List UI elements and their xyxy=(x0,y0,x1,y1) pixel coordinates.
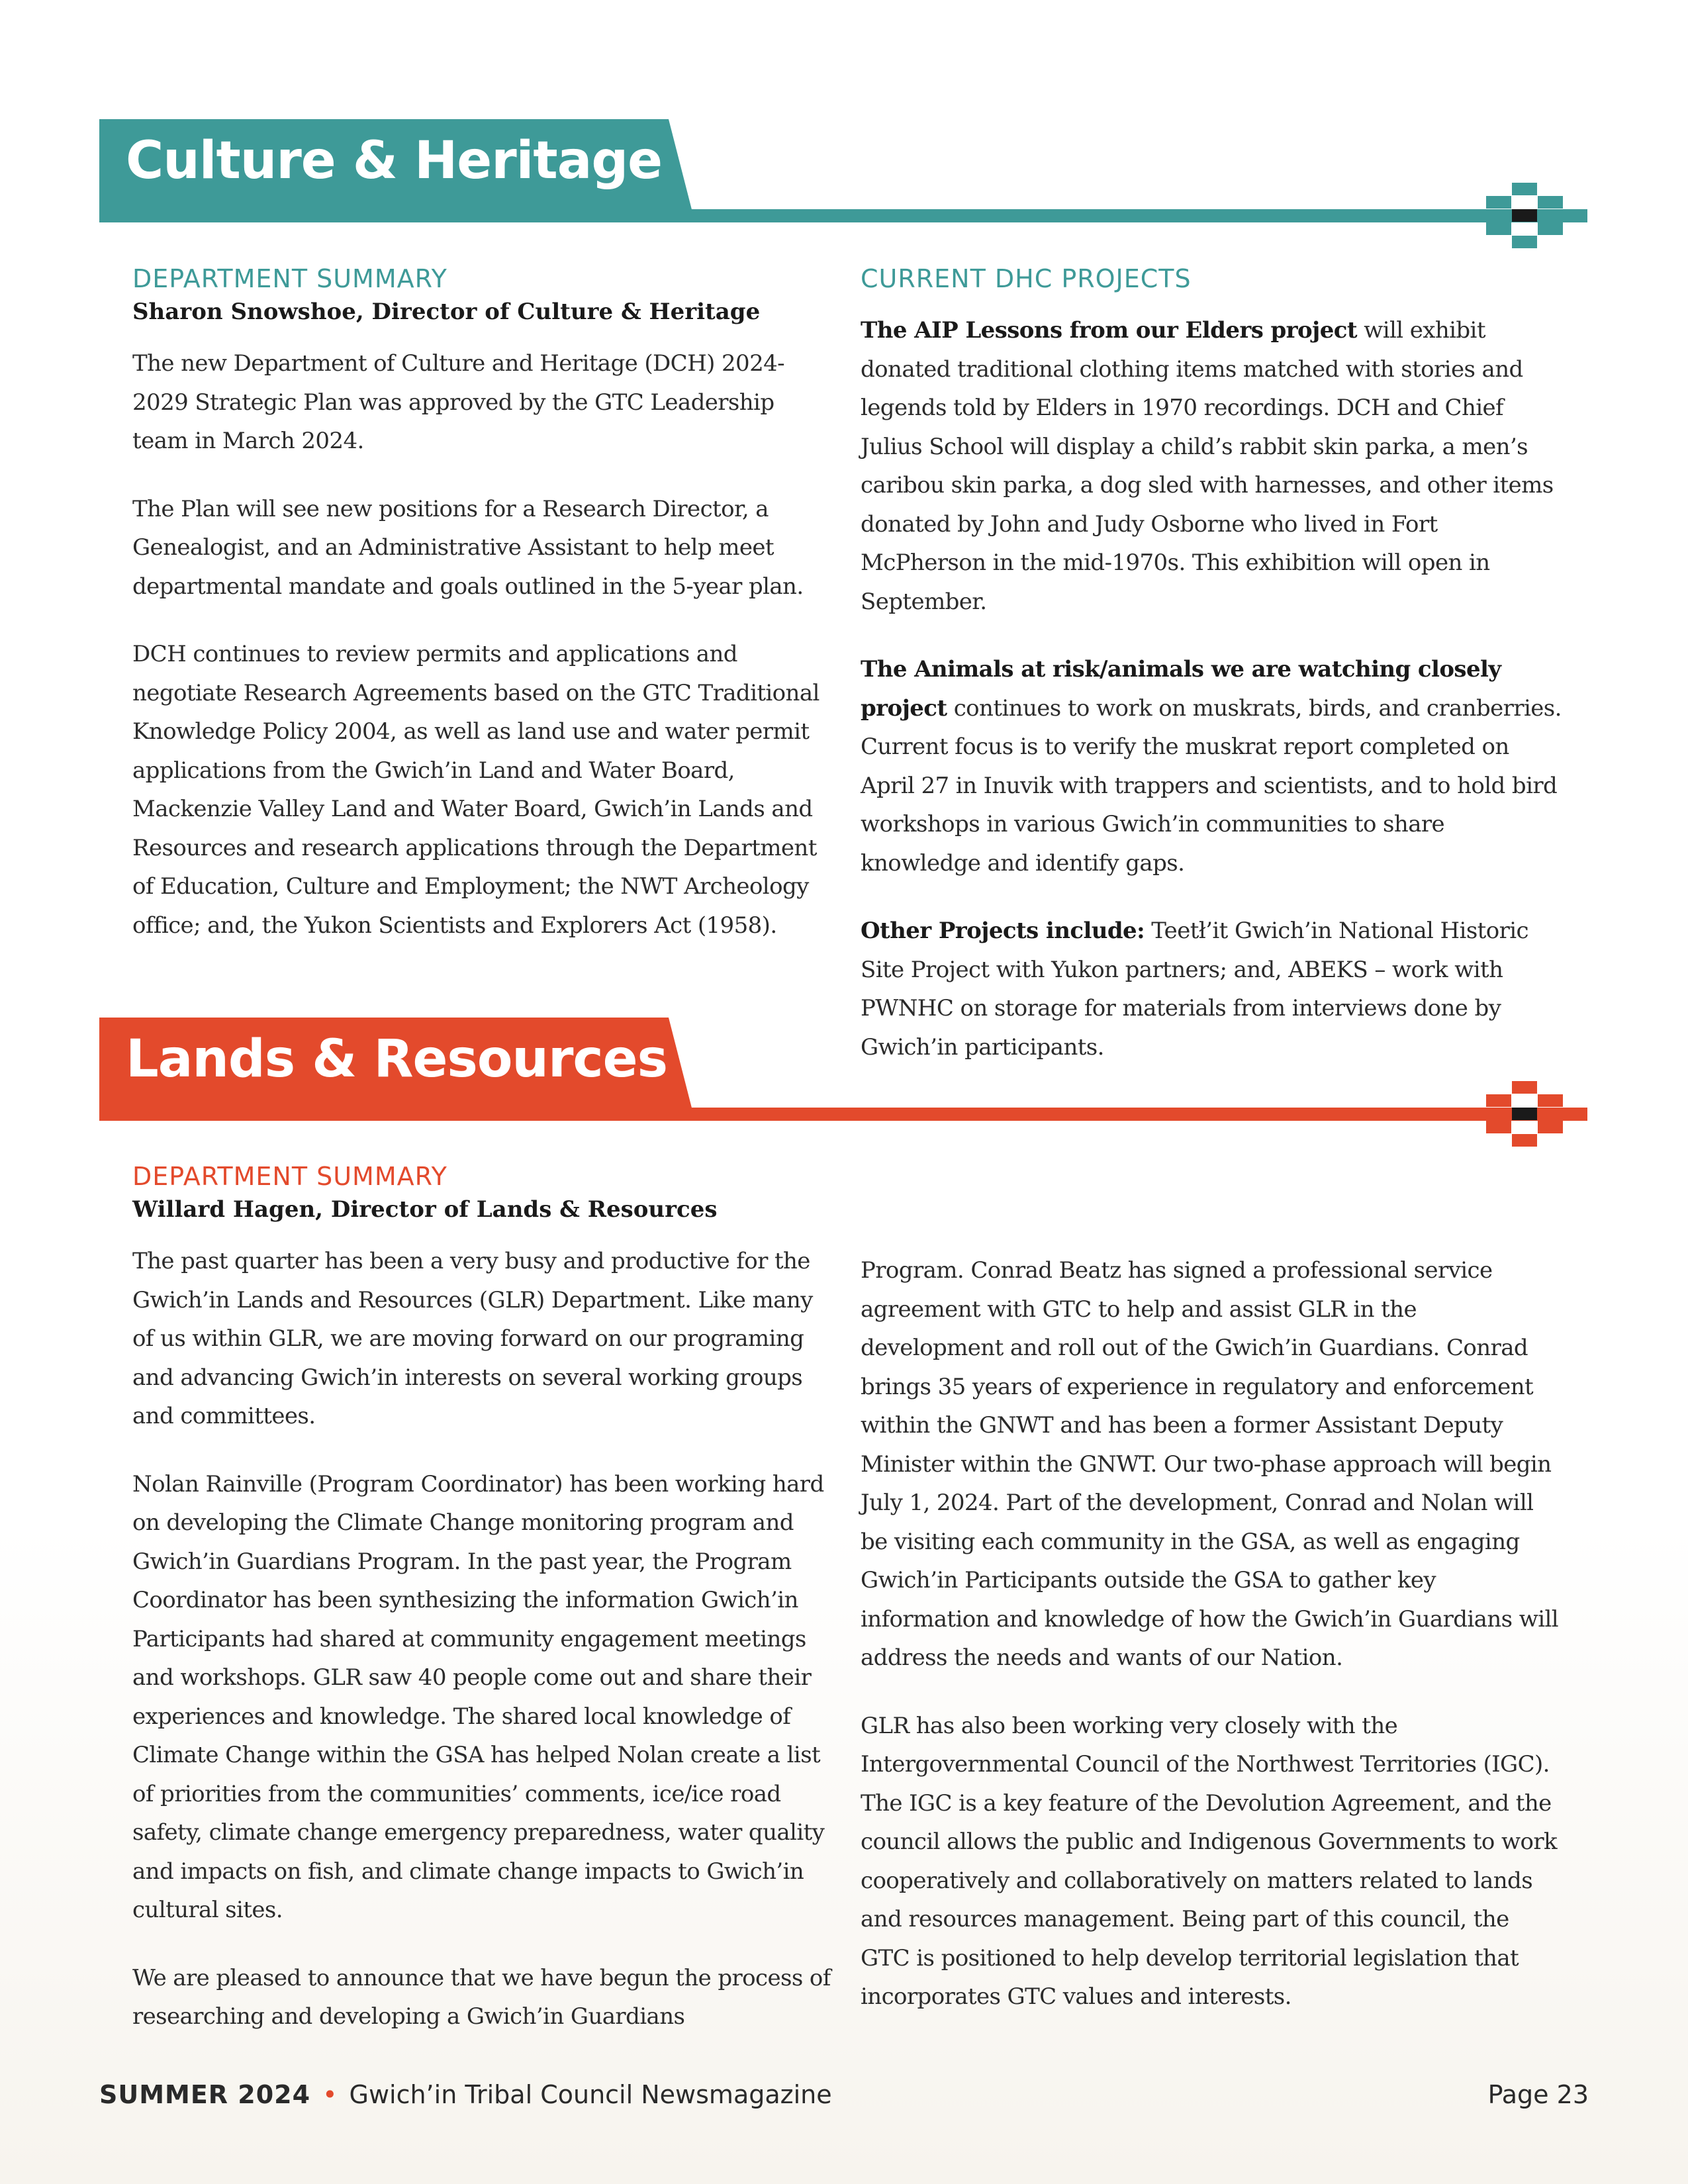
culture-banner-title: Culture & Heritage xyxy=(126,131,663,191)
lands-paragraph: The past quarter has been a very busy and productive for the Gwich’in Lands and Resources (GLR) Department. Like many of us within GLR, we are moving forward on our programing and advancing Gwich’in interests on several working groups and committees. xyxy=(132,1248,813,1429)
project-animals-text: continues to work on muskrats, birds, and cranberries. Current focus is to verify the muskrat report completed on April 27 in Inuvik with trappers and scientists, and to hold bird workshops in various Gwich’in communities to share knowledge and identify gaps. xyxy=(861,694,1562,877)
project-aip-lessons xyxy=(861,311,1562,621)
culture-paragraph: The Plan will see new positions for a Research Director, a Genealogist, and an Administrative Assistant to help meet departmental mandate and goals outlined in the 5-year plan. xyxy=(132,495,804,600)
lands-paragraph: GLR has also been working very closely with the Intergovernmental Council of the Northwest Territories (IGC). The IGC is a key feature of the Devolution Agreement, and the council allows the public and Indigenous Governments to work cooperatively and collaboratively on matters related to lands and resources management. Being part of this council, the GTC is positioned to help develop territorial legislation that incorporates GTC values and interests. xyxy=(861,1712,1558,2010)
lands-director: Willard Hagen, Director of Lands & Resources xyxy=(132,1196,718,1223)
lands-banner xyxy=(99,1018,695,1121)
culture-paragraph: DCH continues to review permits and applications and negotiate Research Agreements based on the GTC Traditional Knowledge Policy 2004, as well as land use and water permit applications from the Gwich’in Land and Water Board, Mackenzie Valley Land and Water Board, Gwich’in Lands and Resources and research applications through the Department of Education, Culture and Employment; the NWT Archeology office; and, the Yukon Scientists and Explorers Act (1958). xyxy=(132,641,820,939)
lands-summary-column xyxy=(132,1160,834,2065)
culture-pattern-icon xyxy=(1486,183,1588,249)
lands-paragraph: Program. Conrad Beatz has signed a professional service agreement with GTC to help and assist GLR in the development and roll out of the Gwich’in Guardians. Conrad brings 35 years of experience in regulatory and enforcement within the GNWT and has been a former Assistant Deputy Minister within the GNWT. Our two-phase approach will begin July 1, 2024. Part of the development, Conrad and Nolan will be visiting each community in the GSA, as well as engaging Gwich’in Participants outside the GSA to gather key information and knowledge of how the Gwich’in Guardians will address the needs and wants of our Nation. xyxy=(861,1257,1559,1671)
culture-summary-column xyxy=(132,262,834,974)
page-footer xyxy=(99,2075,1589,2114)
project-other-title: Other Projects include: xyxy=(861,918,1145,944)
projects-heading: CURRENT DHC PROJECTS xyxy=(861,264,1192,293)
lands-pattern-icon xyxy=(1486,1081,1588,1147)
project-animals-title: The Animals at risk/animals we are watching closely project xyxy=(861,656,1501,722)
project-aip-title: The AIP Lessons from our Elders project xyxy=(861,317,1357,344)
lands-paragraph: We are pleased to announce that we have begun the process of researching and developing a Gwich’in Guardians xyxy=(132,1964,831,2030)
lands-continued-column xyxy=(861,1251,1562,2046)
footer-issue: SUMMER 2024 xyxy=(99,2080,311,2109)
culture-banner xyxy=(99,119,695,222)
project-animals-at-risk xyxy=(861,650,1562,882)
lands-summary-heading: DEPARTMENT SUMMARY xyxy=(132,1162,447,1191)
footer-page-number: Page 23 xyxy=(1487,2080,1589,2109)
lands-banner-title: Lands & Resources xyxy=(126,1029,667,1089)
culture-summary-heading: DEPARTMENT SUMMARY xyxy=(132,264,447,293)
footer-bullet: • xyxy=(322,2080,338,2109)
footer-publication: Gwich’in Tribal Council Newsmagazine xyxy=(349,2080,832,2109)
lands-banner-rule xyxy=(688,1108,1587,1121)
culture-paragraph: The new Department of Culture and Heritage (DCH) 2024-2029 Strategic Plan was approved by the GTC Leadership team in March 2024. xyxy=(132,350,785,454)
project-other xyxy=(861,912,1562,1067)
culture-director: Sharon Snowshoe, Director of Culture & Heritage xyxy=(132,299,761,325)
project-aip-text: will exhibit donated traditional clothing items matched with stories and legends told by Elders in 1970 recordings. DCH and Chief Julius School will display a child’s rabbit skin parka, a men’s caribou skin parka, a dog sled with harnesses, and other items donated by John and Judy Osborne who lived in Fort McPherson in the mid-1970s. This exhibition will open in September. xyxy=(861,317,1554,615)
culture-banner-rule xyxy=(688,209,1587,222)
lands-paragraph: Nolan Rainville (Program Coordinator) has been working hard on developing the Climate Change monitoring program and Gwich’in Guardians Program. In the past year, the Program Coordinator has been synthesizing the information Gwich’in Participants had shared at community engagement meetings and workshops. GLR saw 40 people come out and share their experiences and knowledge. The shared local knowledge of Climate Change within the GSA has helped Nolan create a list of priorities from the communities’ comments, ice/ice road safety, climate change emergency preparedness, water quality and impacts on fish, and climate change impacts to Gwich’in cultural sites. xyxy=(132,1470,825,1923)
culture-projects-column xyxy=(861,262,1562,1096)
project-other-text: Teetł’it Gwich’in National Historic Site Project with Yukon partners; and, ABEKS – work with PWNHC on storage for materials from interviews done by Gwich’in participants. xyxy=(861,918,1528,1061)
